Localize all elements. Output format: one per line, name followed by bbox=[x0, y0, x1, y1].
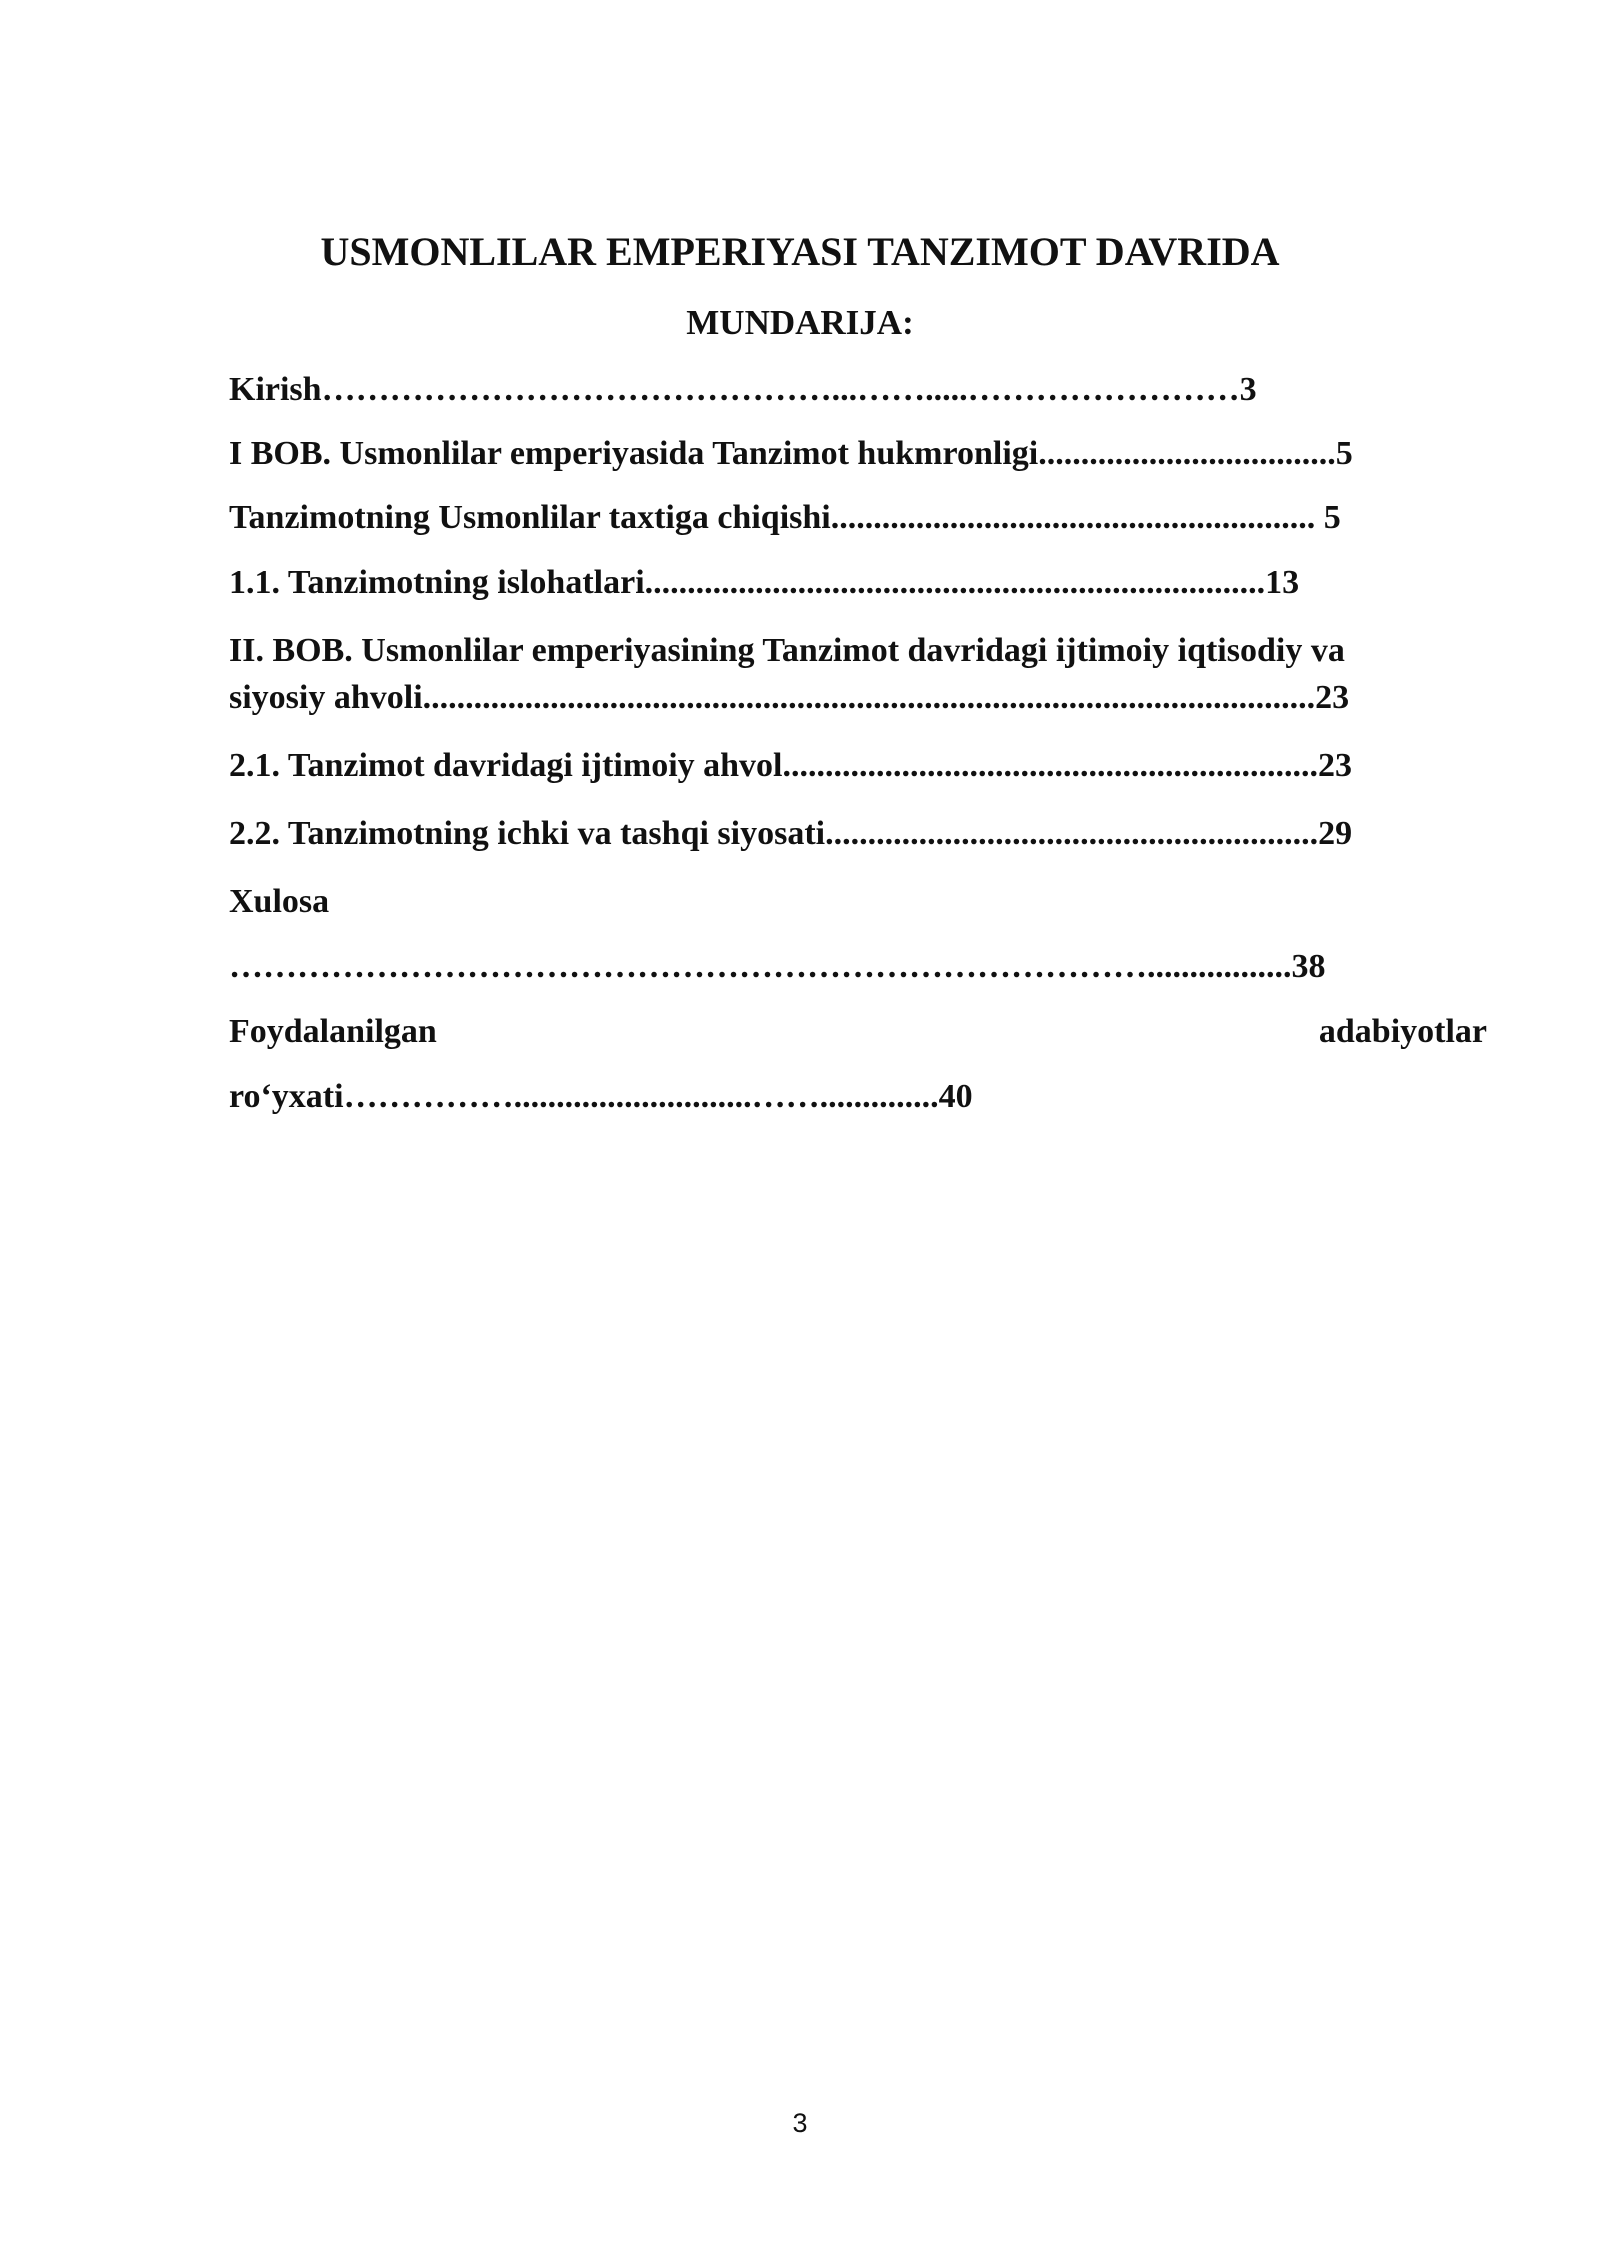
toc-entry-xulosa-leader: ……………………………………………………………………….................38 bbox=[229, 948, 1326, 985]
toc-entry-chapter-1: I BOB. Usmonlilar emperiyasida Tanzimot hukmronligi...................................5 bbox=[229, 435, 1353, 472]
toc-heading: MUNDARIJA: bbox=[686, 303, 914, 342]
toc-entry-references-right: adabiyotlar bbox=[1318, 1013, 1487, 1050]
toc-entry-xulosa: Xulosa bbox=[229, 883, 330, 920]
toc-entry-references-left: Foydalanilgan bbox=[229, 1013, 437, 1050]
toc-entry-section-2-1: 2.1. Tanzimot davridagi ijtimoiy ahvol...............................................................23 bbox=[229, 747, 1352, 784]
toc-entry-section-1: Tanzimotning Usmonlilar taxtiga chiqishi......................................................... 5 bbox=[229, 499, 1341, 536]
toc-entry-references-continued: ro‘yxati……………............................……..............40 bbox=[229, 1078, 973, 1115]
toc-entry-references bbox=[229, 1010, 1487, 1054]
toc-entry-chapter-2: II. BOB. Usmonlilar emperiyasining Tanzimot davridagi ijtimoiy iqtisodiy va bbox=[229, 632, 1345, 669]
page-number: 3 bbox=[792, 2108, 808, 2138]
toc-entry-section-2-2: 2.2. Tanzimotning ichki va tashqi siyosati..........................................................29 bbox=[229, 815, 1353, 852]
toc-entry-kirish: Kirish………………………………………...…….....……………………3 bbox=[229, 371, 1257, 408]
document-title: USMONLILAR EMPERIYASI TANZIMOT DAVRIDA bbox=[320, 229, 1280, 274]
toc-entry-section-1-1: 1.1. Tanzimotning islohatlari.........................................................................13 bbox=[229, 564, 1300, 601]
toc-entry-chapter-2-continued: siyosiy ahvoli.........................................................................................................23 bbox=[229, 679, 1350, 716]
